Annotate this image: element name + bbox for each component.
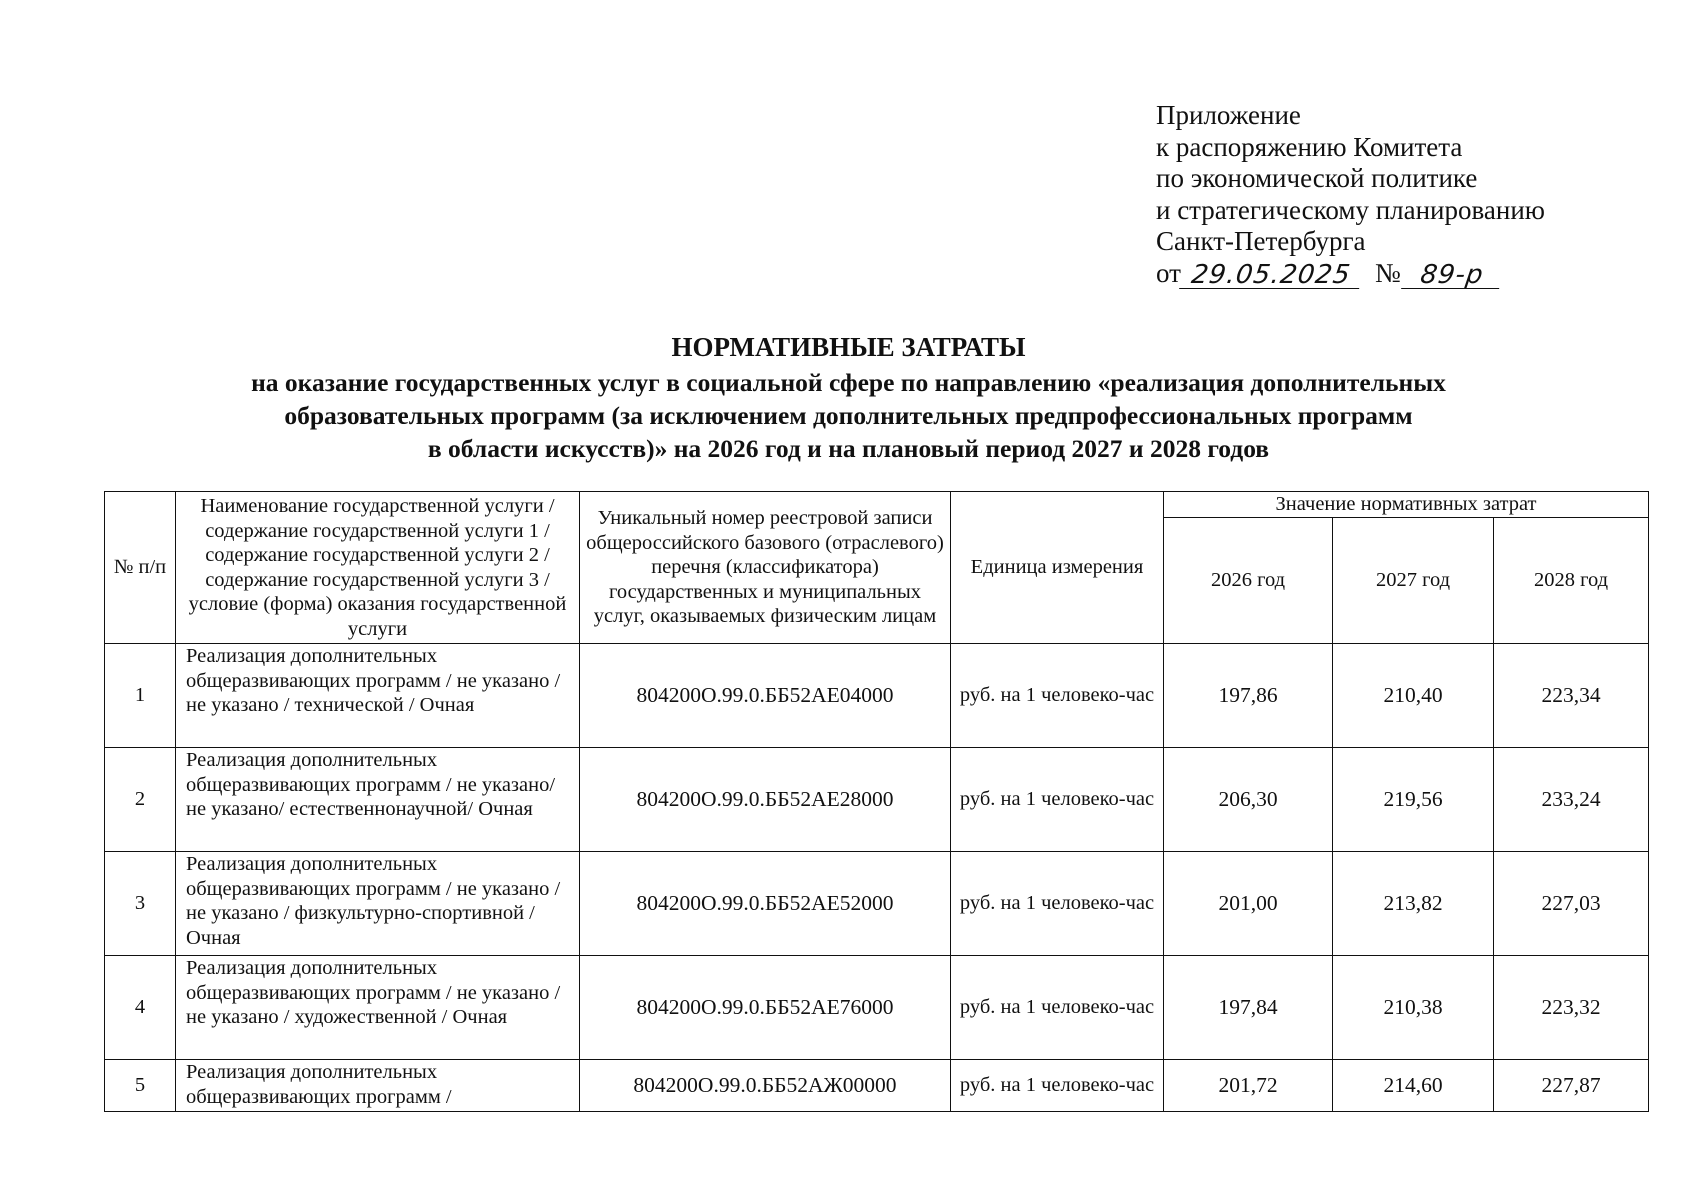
cell-unit: руб. на 1 человеко-час xyxy=(951,1060,1164,1112)
cell-code: 804200О.99.0.ББ52АЕ28000 xyxy=(580,748,951,852)
cell-code: 804200О.99.0.ББ52АЕ52000 xyxy=(580,852,951,956)
cell-num: 2 xyxy=(105,748,176,852)
cell-num: 3 xyxy=(105,852,176,956)
cell-2026: 197,86 xyxy=(1164,644,1333,748)
cell-code: 804200О.99.0.ББ52АЕ76000 xyxy=(580,956,951,1060)
cell-unit: руб. на 1 человеко-час xyxy=(951,852,1164,956)
cell-2028: 223,32 xyxy=(1494,956,1649,1060)
header-2027: 2027 год xyxy=(1333,518,1494,644)
cell-2027: 210,40 xyxy=(1333,644,1494,748)
title-line: в области искусств)» на 2026 год и на плановый период 2027 и 2028 годов xyxy=(427,434,1270,463)
appendix-line: и стратегическому планированию xyxy=(1156,194,1545,225)
header-2028: 2028 год xyxy=(1494,518,1649,644)
cell-code: 804200О.99.0.ББ52АЖ00000 xyxy=(580,1060,951,1112)
appendix-line: к распоряжению Комитета xyxy=(1156,131,1463,162)
cell-2027: 214,60 xyxy=(1333,1060,1494,1112)
title-line: на оказание государственных услуг в социальной сфере по направлению «реализация дополнительных xyxy=(251,368,1446,397)
cell-unit: руб. на 1 человеко-час xyxy=(951,956,1164,1060)
cell-2028: 227,87 xyxy=(1494,1060,1649,1112)
cell-name: Реализация дополнительных общеразвивающих программ / не указано / не указано / художественной / Очная xyxy=(176,956,580,1060)
cell-name: Реализация дополнительных общеразвивающих программ / xyxy=(176,1060,580,1112)
cell-num: 4 xyxy=(105,956,176,1060)
cell-name: Реализация дополнительных общеразвивающих программ / не указано/ не указано/ естественнонаучной/ Очная xyxy=(176,748,580,852)
appendix-line: Приложение xyxy=(1156,100,1301,130)
cell-code: 804200О.99.0.ББ52АЕ04000 xyxy=(580,644,951,748)
cell-name: Реализация дополнительных общеразвивающих программ / не указано / не указано / технической / Очная xyxy=(176,644,580,748)
header-unit: Единица измерения xyxy=(951,492,1164,644)
table-row xyxy=(105,852,1649,956)
header-values-group: Значение нормативных затрат xyxy=(1164,492,1649,518)
appendix-header xyxy=(1156,100,1545,289)
table-row xyxy=(105,748,1649,852)
cell-2028: 223,34 xyxy=(1494,644,1649,748)
header-num: № п/п xyxy=(105,492,176,644)
cell-2027: 213,82 xyxy=(1333,852,1494,956)
table-row xyxy=(105,1060,1649,1112)
handwritten-date: 29.05.2025 xyxy=(1179,262,1363,289)
cell-2026: 197,84 xyxy=(1164,956,1333,1060)
cell-2026: 201,72 xyxy=(1164,1060,1333,1112)
title-main: НОРМАТИВНЫЕ ЗАТРАТЫ xyxy=(671,332,1026,362)
appendix-line: по экономической политике xyxy=(1156,163,1478,193)
cell-num: 5 xyxy=(105,1060,176,1112)
cell-unit: руб. на 1 человеко-час xyxy=(951,748,1164,852)
cell-unit: руб. на 1 человеко-час xyxy=(951,644,1164,748)
norm-costs-table xyxy=(104,491,1649,1112)
table-row xyxy=(105,644,1649,748)
cell-name: Реализация дополнительных общеразвивающих программ / не указано / не указано / физкультурно-спортивной / Очная xyxy=(176,852,580,956)
cell-num: 1 xyxy=(105,644,176,748)
table-row xyxy=(105,956,1649,1060)
order-reference xyxy=(1156,258,1545,290)
cell-2026: 206,30 xyxy=(1164,748,1333,852)
cell-2028: 233,24 xyxy=(1494,748,1649,852)
header-row xyxy=(105,492,1649,518)
header-code: Уникальный номер реестровой записи общероссийского базового (отраслевого) перечня (классификатора) государственных и муниципальных услуг, оказываемых физическим лицам xyxy=(580,492,951,644)
cell-2027: 219,56 xyxy=(1333,748,1494,852)
handwritten-number: 89-р xyxy=(1401,262,1503,289)
cell-2028: 227,03 xyxy=(1494,852,1649,956)
cell-2026: 201,00 xyxy=(1164,852,1333,956)
from-label: от xyxy=(1156,257,1181,288)
number-label: № xyxy=(1374,257,1401,288)
title-line: образовательных программ (за исключением дополнительных предпрофессиональных программ xyxy=(284,401,1413,430)
header-name: Наименование государственной услуги / содержание государственной услуги 1 / содержание государственной услуги 2 / содержание государственной услуги 3 / условие (форма) оказания государственной услуги xyxy=(176,492,580,644)
cell-2027: 210,38 xyxy=(1333,956,1494,1060)
header-2026: 2026 год xyxy=(1164,518,1333,644)
document-title xyxy=(0,330,1697,465)
appendix-line: Санкт-Петербурга xyxy=(1156,226,1366,256)
